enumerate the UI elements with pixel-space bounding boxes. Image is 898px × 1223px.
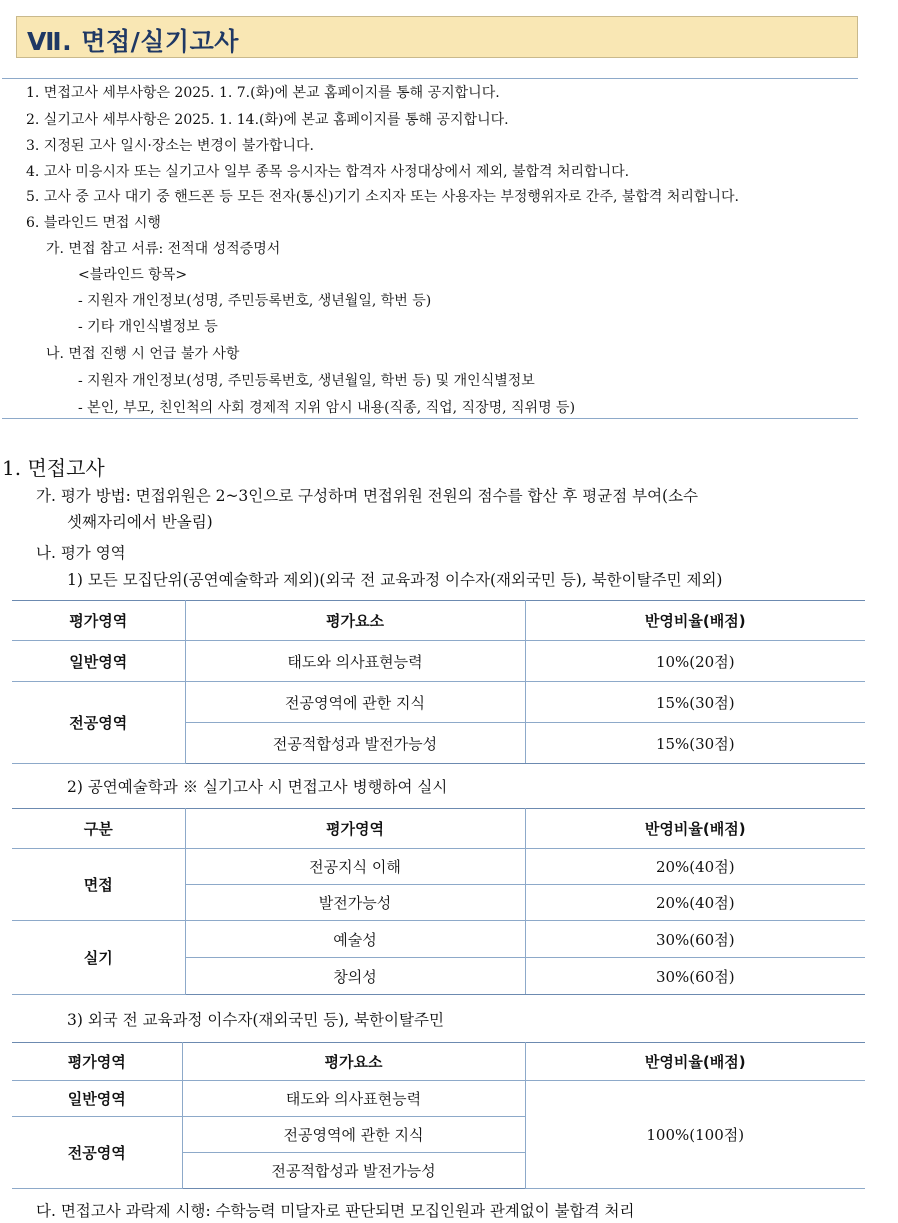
- item-cell: 발전가능성: [185, 885, 525, 921]
- area-cell: 일반영역: [12, 1081, 182, 1117]
- blind-item-1: - 지원자 개인정보(성명, 주민등록번호, 생년월일, 학번 등): [78, 293, 432, 309]
- table-overseas-defectors: [12, 1042, 865, 1189]
- ratio-cell: 10%(20점): [525, 641, 865, 682]
- pass-rule-line: 다. 면접고사 과락제 시행: 수학능력 미달자로 판단되면 모집인원과 관계없이 불합격 처리: [36, 1202, 635, 1220]
- forbidden-item-2: - 본인, 부모, 친인척의 사회 경제적 지위 암시 내용(직종, 직업, 직장명, 직위명 등): [78, 400, 576, 416]
- ratio-cell: 30%(60점): [525, 921, 865, 958]
- item-cell: 전공적합성과 발전가능성: [185, 723, 525, 764]
- col-header: 구분: [12, 809, 185, 849]
- col-header: 반영비율(배점): [525, 809, 865, 849]
- col-header: 반영비율(배점): [525, 601, 865, 641]
- table-row: [12, 849, 865, 885]
- col-header: 평가영역: [12, 601, 185, 641]
- item-cell: 전공영역에 관한 지식: [182, 1117, 525, 1153]
- notice-5: 5. 고사 중 고사 대기 중 핸드폰 등 모든 전자(통신)기기 소지자 또는 사용자는 부정행위자로 간주, 불합격 처리합니다.: [26, 189, 739, 205]
- notice-6-na: 나. 면접 진행 시 언급 불가 사항: [46, 346, 240, 362]
- notice-4: 4. 고사 미응시자 또는 실기고사 일부 종목 응시자는 합격자 사정대상에서 제외, 불합격 처리합니다.: [26, 164, 630, 180]
- table-performing-arts: [12, 808, 865, 995]
- ratio-cell: 30%(60점): [525, 958, 865, 995]
- item-cell: 전공영역에 관한 지식: [185, 682, 525, 723]
- section-header-title: Ⅶ. 면접/실기고사: [27, 27, 239, 56]
- ratio-cell: 20%(40점): [525, 849, 865, 885]
- notice-6: 6. 블라인드 면접 시행: [26, 215, 161, 231]
- ratio-cell: 15%(30점): [525, 723, 865, 764]
- area-cell: 전공영역: [12, 1117, 182, 1189]
- col-header: 평가요소: [185, 601, 525, 641]
- forbidden-item-1: - 지원자 개인정보(성명, 주민등록번호, 생년월일, 학번 등) 및 개인식별정보: [78, 373, 535, 389]
- col-header: 반영비율(배점): [525, 1043, 865, 1081]
- notice-3: 3. 지정된 고사 일시·장소는 변경이 불가합니다.: [26, 138, 314, 154]
- section-header: [16, 16, 858, 58]
- area-cell: 전공영역: [12, 682, 185, 764]
- table-header-row: [12, 809, 865, 849]
- method-line-1: 가. 평가 방법: 면접위원은 2~3인으로 구성하며 면접위원 전원의 점수를 합산 후 평균점 부여(소수: [36, 487, 699, 505]
- ratio-cell: 15%(30점): [525, 682, 865, 723]
- notice-6-ga: 가. 면접 참고 서류: 전적대 성적증명서: [46, 241, 281, 257]
- col-header: 평가요소: [182, 1043, 525, 1081]
- area-cell: 일반영역: [12, 641, 185, 682]
- table-row: [12, 641, 865, 682]
- col-header: 평가영역: [12, 1043, 182, 1081]
- item-cell: 태도와 의사표현능력: [185, 641, 525, 682]
- table-row: [12, 682, 865, 723]
- table-header-row: [12, 1043, 865, 1081]
- notice-bottom-rule: [2, 418, 858, 419]
- notice-2: 2. 실기고사 세부사항은 2025. 1. 14.(화)에 본교 홈페이지를 통해 공지합니다.: [26, 112, 509, 128]
- item-cell: 태도와 의사표현능력: [182, 1081, 525, 1117]
- notice-top-rule: [2, 78, 858, 79]
- item-cell: 전공적합성과 발전가능성: [182, 1153, 525, 1189]
- interview-section-title: 1. 면접고사: [2, 456, 105, 480]
- sub-title-1: 1) 모든 모집단위(공연예술학과 제외)(외국 전 교육과정 이수자(재외국민 등), 북한이탈주민 제외): [67, 571, 723, 589]
- blind-item-2: - 기타 개인식별정보 등: [78, 319, 218, 335]
- col-header: 평가영역: [185, 809, 525, 849]
- item-cell: 전공지식 이해: [185, 849, 525, 885]
- sub-title-2: 2) 공연예술학과 ※ 실기고사 시 면접고사 병행하여 실시: [67, 778, 448, 796]
- sub-title-3: 3) 외국 전 교육과정 이수자(재외국민 등), 북한이탈주민: [67, 1011, 444, 1029]
- table-row: [12, 921, 865, 958]
- notice-1: 1. 면접고사 세부사항은 2025. 1. 7.(화)에 본교 홈페이지를 통해 공지합니다.: [26, 85, 500, 101]
- table-header-row: [12, 601, 865, 641]
- method-line-2: 셋째자리에서 반올림): [67, 513, 213, 531]
- item-cell: 창의성: [185, 958, 525, 995]
- item-cell: 예술성: [185, 921, 525, 958]
- group-cell: 실기: [12, 921, 185, 995]
- table-row: [12, 1081, 865, 1117]
- area-title: 나. 평가 영역: [36, 544, 126, 562]
- group-cell: 면접: [12, 849, 185, 921]
- ratio-cell: 20%(40점): [525, 885, 865, 921]
- blind-items-heading: <블라인드 항목>: [78, 267, 188, 283]
- table-general-units: [12, 600, 865, 764]
- ratio-cell: 100%(100점): [525, 1081, 865, 1189]
